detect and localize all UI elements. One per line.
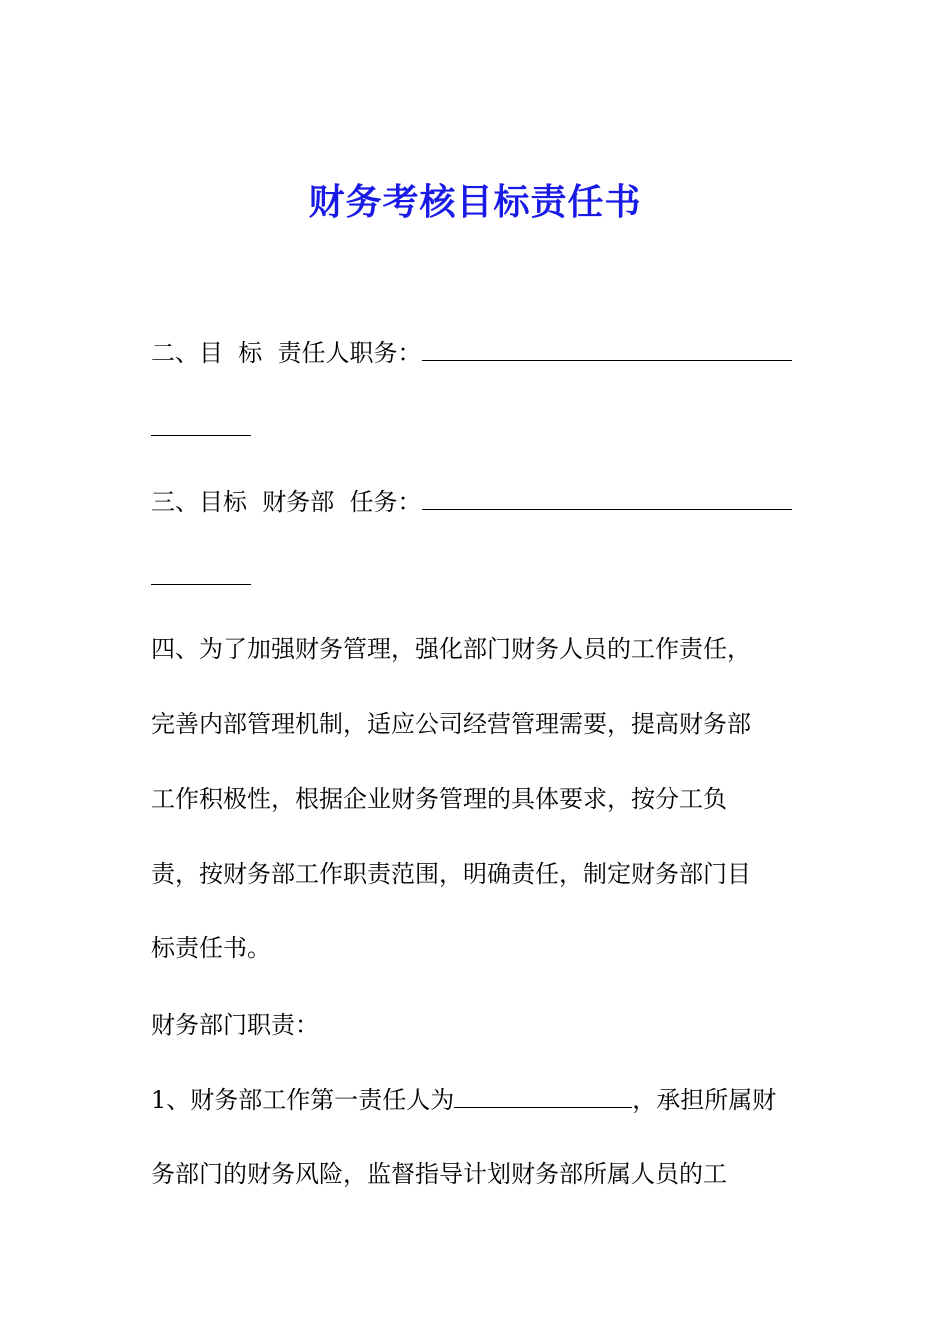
target-responsible-position-blank-continued [151,434,251,436]
duty-item-1-prefix: 1、财务部工作第一责任人为 [151,1086,455,1114]
paragraph-four-line: 四、为了加强财务管理，强化部门财务人员的工作责任， [151,635,751,663]
document-title: 财务考核目标责任书 [308,181,642,223]
paragraph-four-line: 标责任书。 [151,934,271,962]
first-responsible-person-blank [454,1085,632,1108]
duty-item-1-line [151,1083,776,1117]
target-responsible-position-line [151,336,792,370]
target-finance-task-blank [422,487,792,510]
paragraph-four-line: 工作积极性，根据企业财务管理的具体要求，按分工负 [151,785,727,813]
duty-item-1-continued: 务部门的财务风险，监督指导计划财务部所属人员的工 [151,1160,727,1188]
target-finance-task-line [151,485,792,519]
paragraph-four-line: 责，按财务部工作职责范围，明确责任，制定财务部门目 [151,860,751,888]
target-responsible-position-blank [422,338,792,361]
paragraph-four-line: 完善内部管理机制，适应公司经营管理需要，提高财务部 [151,710,751,738]
duty-item-1-suffix: ，承担所属财 [632,1086,777,1114]
target-finance-task-label: 三、目标 财务部 任务： [151,488,422,516]
target-responsible-position-label: 二、目 标 责任人职务： [151,339,422,367]
target-finance-task-blank-continued [151,583,251,585]
duties-heading: 财务部门职责： [151,1011,319,1039]
